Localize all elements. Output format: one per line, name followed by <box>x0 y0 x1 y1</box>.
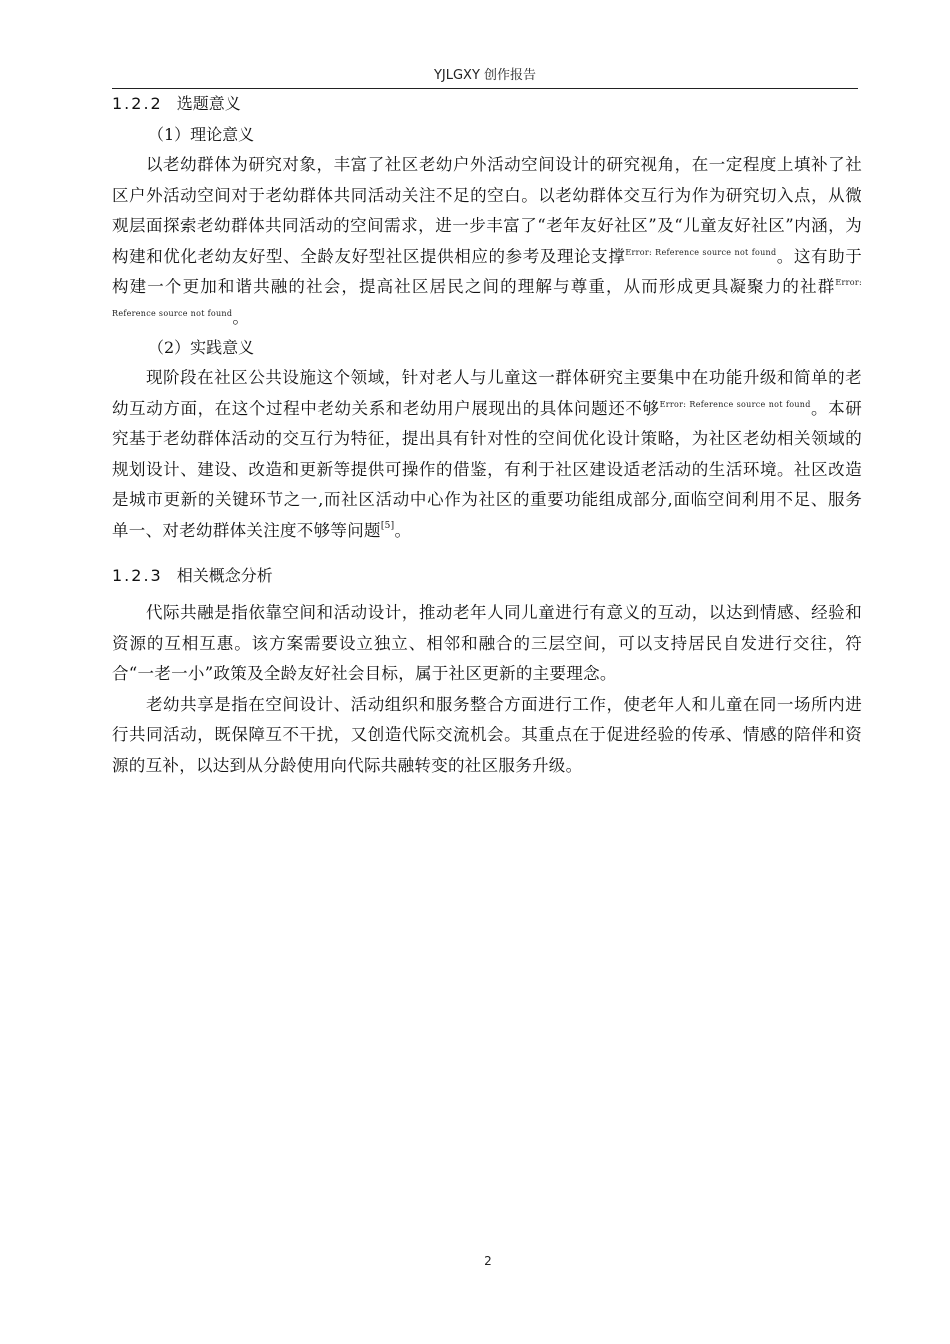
section-heading-1-2-3 <box>112 564 862 588</box>
page-number: 2 <box>484 1254 492 1268</box>
header-rule <box>112 88 858 89</box>
page-header: YJLGXY 创作报告 <box>433 68 537 83</box>
paragraph-text: 。 <box>232 307 250 327</box>
paragraph-intergenerational: 代际共融是指依靠空间和活动设计，推动老年人同儿童进行有意义的互动，以达到情感、经验和资源的互相互惠。该方案需要设立独立、相邻和融合的三层空间，可以支持居民自发进行交往，符合“一老一小”政策及全龄友好社会目标，属于社区更新的主要理念。 <box>112 603 862 683</box>
section-number: 1.2.2 <box>112 94 163 113</box>
section-heading-1-2-2 <box>112 92 862 116</box>
page-content <box>112 92 862 781</box>
reference-error-marker: Error: Reference source not found <box>659 399 811 409</box>
paragraph-text: 以老幼群体为研究对象，丰富了社区老幼户外活动空间设计的研究视角，在一定程度上填补了社区户外活动空间对于老幼群体共同活动关注不足的空白。以老幼群体交互行为作为研究切入点，从微观层面探索老幼群体共同活动的空间需求，进一步丰富了“老年友好社区”及“儿童友好社区”内涵，为构建和优化老幼友好型、全龄友好型社区提供相应的参考及理论支撑 <box>112 155 862 266</box>
paragraph-text: 。 <box>394 520 412 540</box>
paragraph-text: 。本研究基于老幼群体活动的交互行为特征，提出具有针对性的空间优化设计策略，为社区老幼相关领域的规划设计、建设、改造和更新等提供可操作的借鉴，有利于社区建设适老活动的生活环境。社区改造是城市更新的关键环节之一,而社区活动中心作为社区的重要功能组成部分,面临空间利用不足、服务单一、对老幼群体关注度不够等问题 <box>112 398 862 540</box>
reference-error-marker: Error: Reference source not found <box>112 278 862 318</box>
section-title: 选题意义 <box>176 94 241 113</box>
section-title: 相关概念分析 <box>176 566 273 585</box>
section-number: 1.2.3 <box>112 566 163 585</box>
paragraph-theory <box>112 150 862 333</box>
paragraph-text: 现阶段在社区公共设施这个领域，针对老人与儿童这一群体研究主要集中在功能升级和简单的老幼互动方面，在这个过程中老幼关系和老幼用户展现出的具体问题还不够 <box>112 368 862 418</box>
citation-marker: [5] <box>380 520 395 531</box>
paragraph-text: 。这有助于构建一个更加和谐共融的社会，提高社区居民之间的理解与尊重，从而形成更具凝聚力的社群 <box>112 246 863 296</box>
paragraph-shared-space: 老幼共享是指在空间设计、活动组织和服务整合方面进行工作，使老年人和儿童在同一场所内进行共同活动，既保障互不干扰，又创造代际交流机会。其重点在于促进经验的传承、情感的陪伴和资源的互补，以达到从分龄使用向代际共融转变的社区服务升级。 <box>112 694 862 775</box>
subheading-practice: （2）实践意义 <box>148 338 255 357</box>
reference-error-marker: Error: Reference source not found <box>625 247 777 257</box>
subheading-theory: （1）理论意义 <box>148 125 255 144</box>
paragraph-practice <box>112 363 862 546</box>
